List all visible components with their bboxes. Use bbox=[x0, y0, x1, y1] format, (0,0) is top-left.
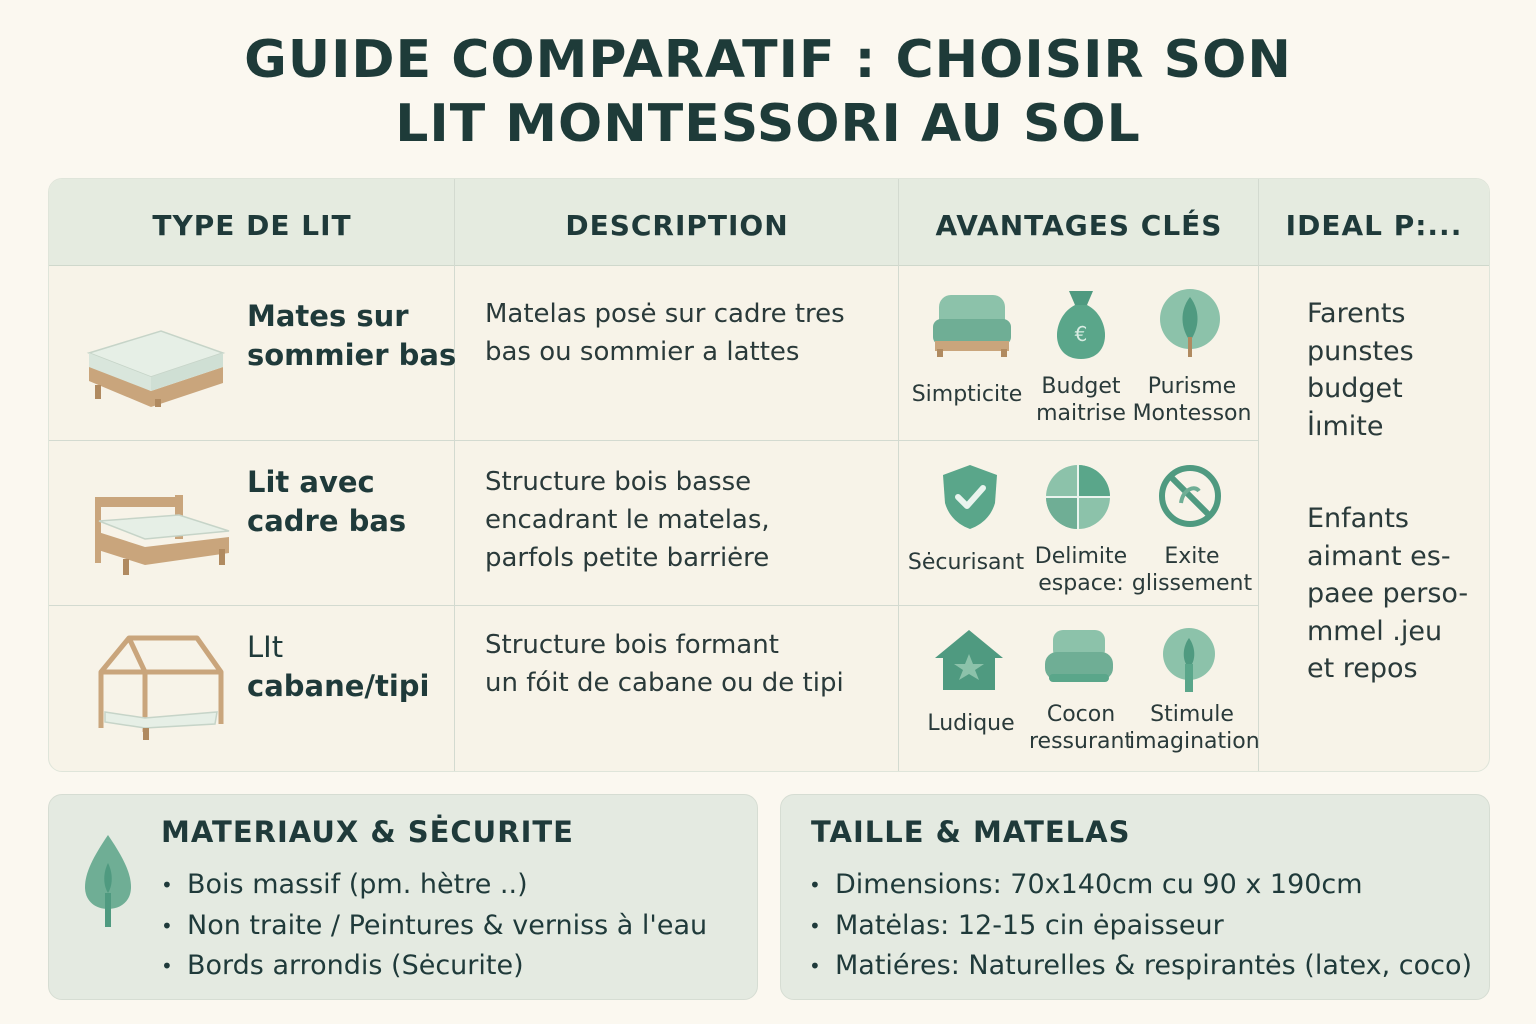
list-item: • Bois massif (pm. hètre ..) bbox=[161, 865, 707, 906]
header-advantages: AVANTAGES CLÉS bbox=[935, 209, 1223, 242]
advantage-label: Purisme Montesson bbox=[1132, 374, 1252, 426]
no-slip-icon bbox=[1157, 463, 1223, 529]
list-item: • Dimensions: 70x140cm cu 90 x 190cm bbox=[809, 865, 1472, 906]
advantage-label: Exite glissement bbox=[1131, 544, 1253, 596]
svg-text:€: € bbox=[1074, 322, 1088, 346]
bed-type-name: Lit avec cadre bas bbox=[247, 465, 407, 538]
header-type: TYPE DE LIT bbox=[152, 209, 352, 242]
advantage-label: Sėcurisant bbox=[907, 550, 1025, 575]
list-item: • Non traite / Peintures & verniss à l'eau bbox=[161, 906, 707, 947]
materials-box bbox=[48, 794, 758, 1000]
bed-description: Matelas posė sur cadre tres bas ou sommier a lattes bbox=[485, 299, 845, 367]
advantage-label: Ludique bbox=[927, 711, 1015, 736]
materials-title: MATERIAUX & SĖCURITE bbox=[161, 815, 574, 849]
ideal-for-budget: Farents punstes budget İımite bbox=[1307, 298, 1414, 442]
size-title: TAILLE & MATELAS bbox=[811, 815, 1131, 849]
tree-drop-icon bbox=[81, 833, 135, 929]
header-description: DESCRIPTION bbox=[565, 209, 789, 242]
page-title bbox=[0, 28, 1536, 156]
table-header bbox=[49, 179, 1489, 266]
shield-check-icon bbox=[939, 463, 1001, 531]
list-item: • Matėlas: 12-15 cin ėpaisseur bbox=[809, 906, 1472, 947]
framed-bed-icon bbox=[83, 491, 233, 577]
bed-description: Structure bois formant un fóit de cabane ou de tipi bbox=[485, 630, 844, 698]
money-bag-icon bbox=[1049, 287, 1113, 363]
house-star-icon bbox=[933, 628, 1005, 692]
title-line-2: LIT MONTESSORI AU SOL bbox=[395, 94, 1141, 154]
title-line-1: GUIDE COMPARATIF : CHOISIR SON bbox=[244, 30, 1292, 90]
table-row bbox=[49, 265, 1489, 440]
advantage-label: Stimule imagination bbox=[1129, 702, 1260, 754]
ideal-for-children: Enfants aimant es- paee perso- mmel .jeu et repos bbox=[1307, 503, 1469, 684]
bed-type-name: Mates sur sommier bas bbox=[247, 299, 457, 372]
list-item: • Matiéres: Naturelles & respirantės (latex, coco) bbox=[809, 946, 1472, 987]
quarter-circle-icon bbox=[1045, 463, 1111, 531]
advantage-label: Delimite espace: bbox=[1034, 544, 1128, 596]
advantage-label: Budget maitrise bbox=[1036, 374, 1126, 426]
tree-icon bbox=[1161, 628, 1217, 694]
advantage-label: Cocon ressurant bbox=[1029, 702, 1134, 754]
comparison-table bbox=[48, 178, 1490, 772]
low-mattress-bed-icon bbox=[83, 315, 229, 407]
advantage-label: Simpticite bbox=[911, 382, 1023, 407]
table-row bbox=[49, 441, 1489, 605]
house-bed-icon bbox=[97, 632, 225, 740]
cushion-icon bbox=[1043, 628, 1115, 686]
bed-description: Structure bois basse encadrant le matelas, parfols petite barriėre bbox=[485, 467, 770, 573]
armchair-icon bbox=[933, 289, 1011, 359]
bed-type-name: LIt cabane/tipi bbox=[247, 630, 430, 703]
list-item: • Bords arrondis (Sėcurite) bbox=[161, 946, 707, 987]
size-box bbox=[780, 794, 1490, 1000]
table-row bbox=[49, 606, 1489, 771]
materials-list bbox=[161, 865, 707, 987]
header-ideal: IDEAL P:... bbox=[1285, 209, 1463, 242]
size-list bbox=[809, 865, 1472, 987]
leaf-icon bbox=[1159, 287, 1221, 363]
